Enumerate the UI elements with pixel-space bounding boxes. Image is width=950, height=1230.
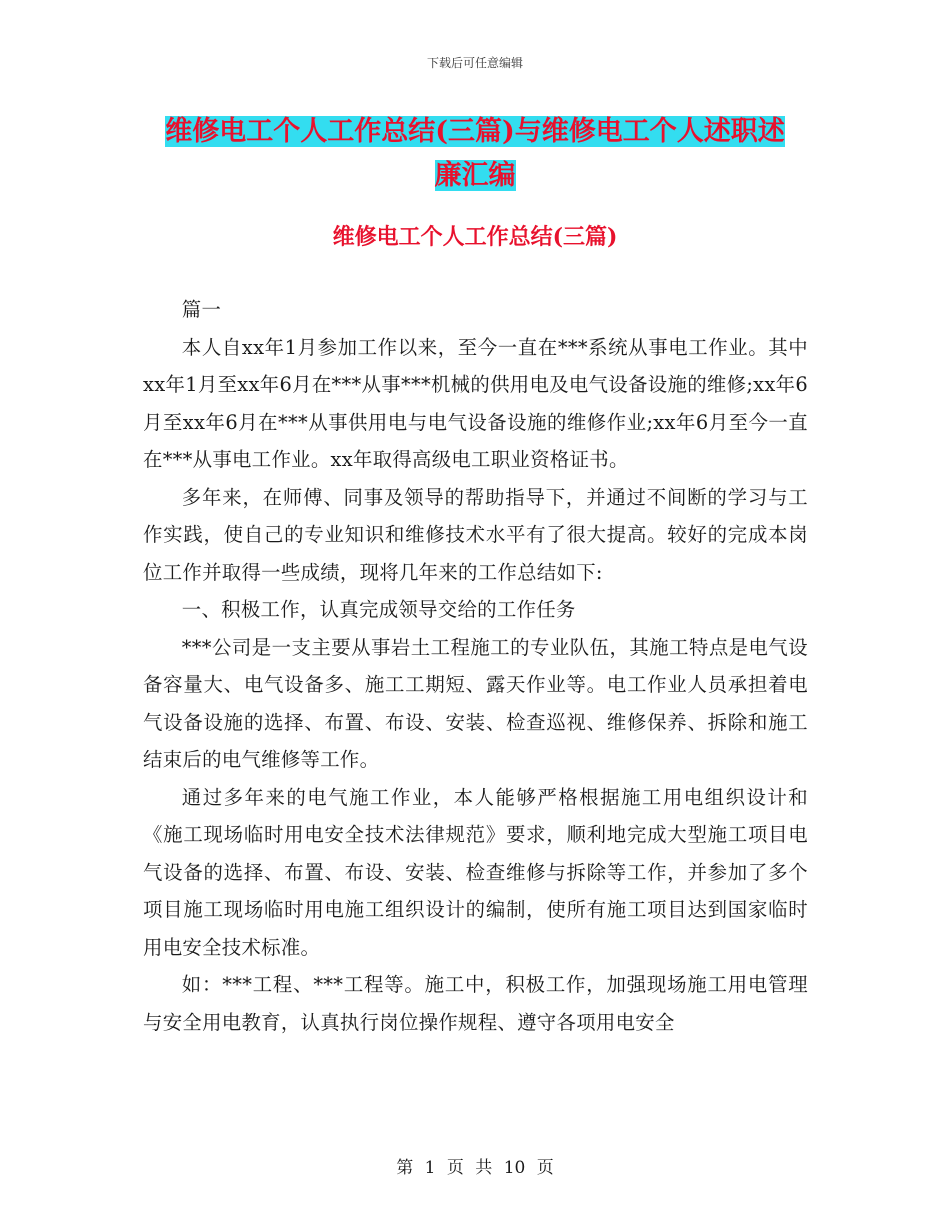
document-title (140, 110, 810, 198)
paragraph-subheading: 一、积极工作，认真完成领导交给的工作任务 (181, 598, 576, 621)
title-line-1: 维修电工个人工作总结(三篇)与维修电工个人述职述 (165, 116, 785, 147)
paragraph: 多年来，在师傅、同事及领导的帮助指导下，并通过不间断的学习与工作实践，使自己的专业知识和维修技术水平有了很大提高。较好的完成本岗位工作并取得一些成绩，现将几年来的工作总结如下: (143, 485, 808, 584)
title-line-2: 廉汇编 (434, 160, 516, 191)
paragraph: 本人自xx年1月参加工作以来，至今一直在***系统从事电工作业。其中xx年1月至xx年6月在***从事***机械的供用电及电气设备设施的维修;xx年6月至xx年6月在***从事供用电与电气设备设施的维修作业;xx年6月至今一直在***从事电工作业。xx年取得高级电工职业资格证书。 (143, 335, 808, 471)
paragraph: 如：***工程、***工程等。施工中，积极工作，加强现场施工用电管理与安全用电教育，认真执行岗位操作规程、遵守各项用电安全 (143, 973, 808, 1034)
header-note: 下载后可任意编辑 (426, 56, 523, 70)
section-title: 维修电工个人工作总结(三篇) (332, 224, 618, 250)
paragraph: 通过多年来的电气施工作业，本人能够严格根据施工用电组织设计和《施工现场临时用电安全技术法律规范》要求，顺利地完成大型施工项目电气设备的选择、布置、布设、安装、检查维修与拆除等工作，并参加了多个项目施工现场临时用电施工组织设计的编制，使所有施工项目达到国家临时用电安全技术标准。 (143, 785, 808, 959)
page-footer: 第 1 页 共 10 页 (396, 1158, 554, 1178)
paragraph: ***公司是一支主要从事岩土工程施工的专业队伍，其施工特点是电气设备容量大、电气设备多、施工工期短、露天作业等。电工作业人员承担着电气设备设施的选择、布置、布设、安装、检查巡视、维修保养、拆除和施工结束后的电气维修等工作。 (143, 635, 808, 771)
paragraph-heading-part1: 篇一 (181, 298, 222, 321)
body-text (143, 291, 808, 1041)
